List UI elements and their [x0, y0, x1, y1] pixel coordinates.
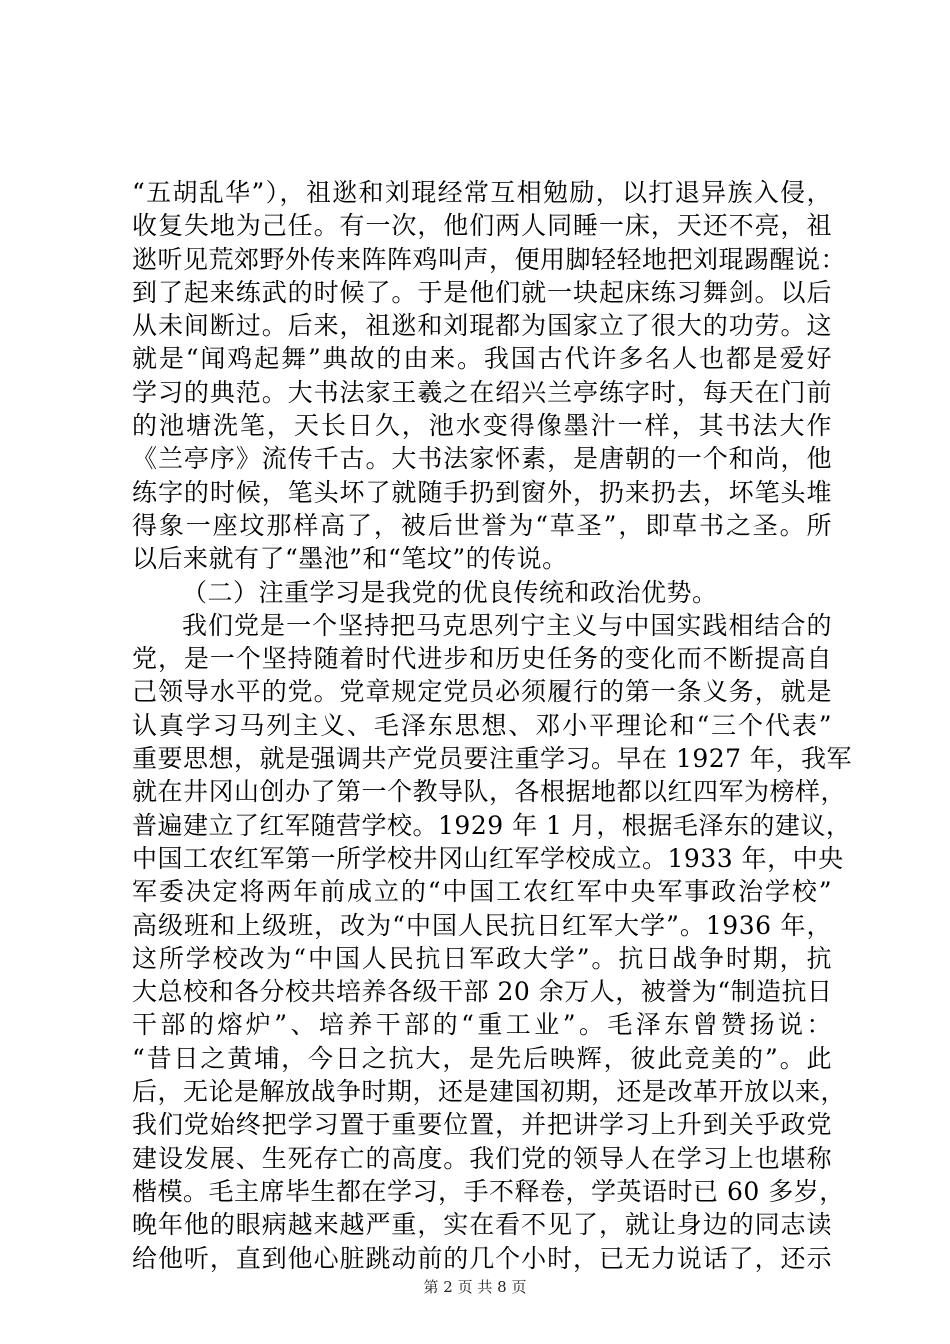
page-footer [0, 1276, 950, 1297]
text-line: 普遍建立了红军随营学校。1929 年 1 月，根据毛泽东的建议， [132, 810, 852, 840]
text-line: 军委决定将两年前成立的“中国工农红军中央军事政治学校” [132, 877, 832, 907]
text-line: 大总校和各分校共培养各级干部 20 余万人，被誉为“制造抗日 [132, 977, 833, 1007]
text-line: 收复失地为己任。有一次，他们两人同睡一床，天还不亮，祖 [132, 211, 832, 241]
text-line: 晚年他的眼病越来越严重，实在看不见了，就让身边的同志读 [132, 1210, 832, 1240]
page-number-indicator: 第 2 页 共 8 页 [423, 1278, 527, 1296]
body-text [132, 176, 853, 1275]
text-line: 中国工农红军第一所学校井冈山红军学校成立。1933 年，中央 [132, 843, 844, 873]
text-line: 给他听，直到他心脏跳动前的几个小时，已无力说话了，还示 [132, 1243, 832, 1273]
text-line: 这所学校改为“中国人民抗日军政大学”。抗日战争时期，抗 [132, 943, 832, 973]
text-line: 重要思想，就是强调共产党员要注重学习。早在 1927 年，我军 [132, 744, 853, 774]
text-line: “五胡乱华”），祖逖和刘琨经常互相勉励，以打退异族入侵， [132, 178, 832, 207]
paragraph-first-line: 我们党是一个坚持把马克思列宁主义与中国实践相结合的 [182, 610, 832, 640]
text-line: 以后来就有了“墨池”和“笔坟”的传说。 [132, 544, 568, 574]
text-line: 学习的典范。大书法家王羲之在绍兴兰亭练字时，每天在门前 [132, 377, 832, 407]
text-line: 就是“闻鸡起舞”典故的由来。我国古代许多名人也都是爱好 [132, 344, 832, 374]
text-line: 《兰亭序》流传千古。大书法家怀素，是唐朝的一个和尚，他 [132, 444, 832, 474]
text-line: 逖听见荒郊野外传来阵阵鸡叫声，便用脚轻轻地把刘琨踢醒说： [132, 244, 847, 274]
text-line: 得象一座坟那样高了，被后世誉为“草圣”，即草书之圣。所 [132, 510, 832, 540]
text-line: 己领导水平的党。党章规定党员必须履行的第一条义务，就是 [132, 677, 832, 707]
text-line: 的池塘洗笔，天长日久，池水变得像墨汁一样，其书法大作 [132, 411, 832, 441]
text-line: “昔日之黄埔，今日之抗大，是先后映辉，彼此竞美的”。此 [132, 1043, 832, 1073]
text-line: 练字的时候，笔头坏了就随手扔到窗外，扔来扔去，坏笔头堆 [132, 477, 832, 507]
text-line: 干部的熔炉”、培养干部的“重工业”。毛泽东曾赞扬说： [132, 1010, 832, 1040]
text-line: 到了起来练武的时候了。于是他们就一块起床练习舞剑。以后 [132, 277, 832, 307]
text-line: 我们党始终把学习置于重要位置，并把讲学习上升到关乎政党 [132, 1110, 832, 1140]
text-line: 高级班和上级班，改为“中国人民抗日红军大学”。1936 年， [132, 910, 832, 940]
text-line: 后，无论是解放战争时期，还是建国初期，还是改革开放以来， [132, 1077, 847, 1107]
section-heading: （二）注重学习是我党的优良传统和政治优势。 [182, 577, 718, 607]
text-line: 从未间断过。后来，祖逖和刘琨都为国家立了很大的功劳。这 [132, 311, 832, 341]
text-line: 认真学习马列主义、毛泽东思想、邓小平理论和“三个代表” [132, 710, 832, 740]
text-line: 建设发展、生死存亡的高度。我们党的领导人在学习上也堪称 [132, 1143, 832, 1173]
text-line: 楷模。毛主席毕生都在学习，手不释卷，学英语时已 60 多岁， [132, 1176, 845, 1206]
text-line: 就在井冈山创办了第一个教导队，各根据地都以红四军为榜样， [132, 777, 847, 807]
text-line: 党，是一个坚持随着时代进步和历史任务的变化而不断提高自 [132, 644, 832, 674]
